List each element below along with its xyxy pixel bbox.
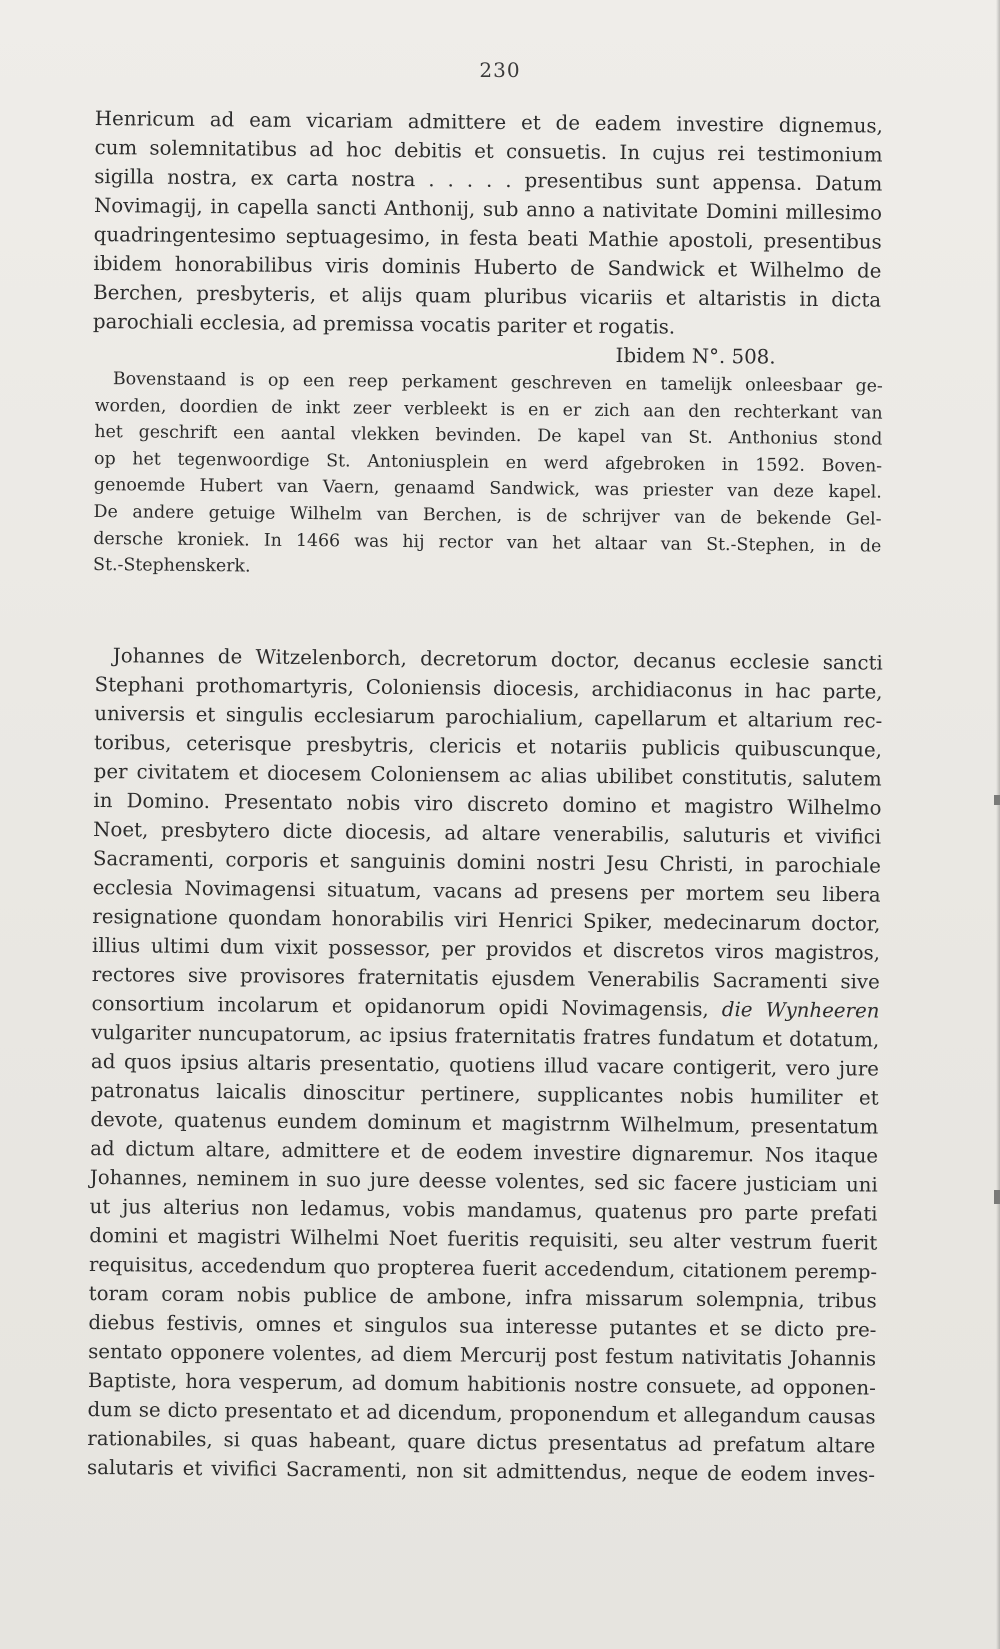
- text-line: domini et magistri Wilhelmi Noet fueritis requisiti, seu alter vestrum fuerit: [89, 1223, 878, 1255]
- page-number: 230: [479, 58, 521, 82]
- text-line: Stephani prothomartyris, Coloniensis diocesis, archidiaconus in hac parte,: [94, 672, 883, 704]
- text-line: Novimagij, in capella sancti Anthonij, sub anno a nativitate Domini millesimo: [93, 193, 883, 225]
- text-line: dersche kroniek. In 1466 was hij rector van het altaar van St.-Stephen, in de: [93, 528, 882, 557]
- text-line: genoemde Hubert van Vaern, genaamd Sandwick, was priester van deze kapel.: [93, 475, 882, 503]
- italic-phrase: die Wynheeren: [721, 998, 880, 1023]
- text-line: requisitus, accedendum quo propterea fuerit accedendum, citationem peremp-: [88, 1252, 878, 1284]
- text-line: Baptiste, hora vesperum, ad domum habitionis nostre consuete, ad opponen-: [87, 1368, 876, 1400]
- text-line: resignatione quondam honorabilis viri Henrici Spiker, medecinarum doctor,: [92, 904, 881, 936]
- text-line: De andere getuige Wilhelm van Berchen, is de schrijver van de bekende Gel-: [93, 501, 882, 530]
- text-line: sigilla nostra, ex carta nostra . . . . . presentibus sunt appensa. Datum: [94, 164, 883, 196]
- text-line: diebus festivis, omnes et singulos sua interesse putantes et se dicto pre-: [88, 1310, 877, 1342]
- text-line: Berchen, presbyteris, et alijs quam pluribus vicariis et altaristis in dicta: [93, 280, 882, 312]
- text-line: ut jus alterius non ledamus, vobis mandamus, quatenus pro parte prefati: [89, 1194, 878, 1226]
- text-fragment: consortium incolarum et opidanorum opidi Novimagensis,: [91, 991, 709, 1021]
- text-line: parochiali ecclesia, ad premissa vocatis pariter et rogatis.: [92, 309, 676, 339]
- text-line: illius ultimi dum vixit possessor, per providos et discretos viros magistros,: [91, 933, 881, 965]
- text-line: Johannes, neminem in suo jure deesse volentes, sed sic facere justiciam uni: [89, 1165, 878, 1197]
- text-line: devote, quatenus eundem dominum et magistrnm Wilhelmum, presentatum: [90, 1107, 879, 1139]
- text-line: ad quos ipsius altaris presentatio, quotiens illud vacare contigerit, vero jure: [90, 1049, 880, 1081]
- text-line: rationabiles, si quas habeant, quare dictus presentatus ad prefatum altare: [87, 1426, 876, 1458]
- latin-charter-ending: [92, 104, 882, 373]
- text-line: Henricum ad eam vicariam admittere et de eadem investire dignemus,: [94, 106, 883, 138]
- text-line: ibidem honorabilibus viris dominis Huberto de Sandwick et Wilhelmo de: [93, 251, 882, 283]
- text-line: St.-Stephenskerk.: [92, 555, 251, 577]
- text-line: op het tegenwoordige St. Antoniusplein en werd afgebroken in 1592. Boven-: [94, 448, 883, 477]
- text-line: Noet, presbytero dicte diocesis, ad altare venerabilis, saluturis et vivifici: [93, 817, 882, 849]
- edge-mark: [994, 795, 1000, 805]
- text-line: toribus, ceterisque presbytris, clericis et notariis publicis quibuscunque,: [93, 730, 883, 762]
- text-line: toram coram nobis publice de ambone, infra missarum solempnia, tribus: [88, 1281, 877, 1313]
- text-line: in Domino. Presentato nobis viro discreto domino et magistro Wilhelmo: [93, 788, 882, 820]
- text-line: quadringentesimo septuagesimo, in festa beati Mathie apostoli, presentibus: [93, 222, 882, 254]
- text-line: cum solemnitatibus ad hoc debitis et consuetis. In cujus rei testimonium: [94, 135, 883, 167]
- text-line: Sacramenti, corporis et sanguinis domini nostri Jesu Christi, in parochiale: [92, 846, 881, 878]
- text-line: ecclesia Novimagensi situatum, vacans ad presens per mortem seu libera: [92, 875, 881, 907]
- text-line: universis et singulis ecclesiarum parochialium, capellarum et altarium rec-: [94, 701, 883, 733]
- text-line: ad dictum altare, admittere et de eodem investire dignaremur. Nos itaque: [90, 1136, 879, 1168]
- dutch-commentary: [93, 366, 883, 586]
- text-line: Bovenstaand is op een reep perkament geschreven en tamelijk onleesbaar ge-: [112, 369, 883, 397]
- archive-reference: Ibidem N°. 508.: [615, 344, 776, 369]
- edge-mark: [994, 1190, 1000, 1204]
- text-line: sentato opponere volentes, ad diem Mercurij post festum nativitatis Johannis: [88, 1339, 877, 1371]
- text-line: patronatus laicalis dinoscitur pertinere, supplicantes nobis humiliter et: [90, 1078, 879, 1110]
- page-edge-shadow: [996, 0, 1000, 1649]
- text-line: vulgariter nuncupatorum, ac ipsius fraternitatis fratres fundatum et dotatum,: [91, 1020, 880, 1052]
- latin-citation-document: [87, 641, 883, 1490]
- text-line: rectores sive provisores fraternitatis ejusdem Venerabilis Sacramenti sive: [91, 962, 880, 994]
- text-line: salutaris et vivifici Sacramenti, non sit admittendus, neque de eodem inves-: [86, 1455, 876, 1487]
- text-line: Johannes de Witzelenborch, decretorum doctor, decanus ecclesie sancti: [112, 644, 883, 675]
- text-line: worden, doordien de inkt zeer verbleekt is en er zich aan den rechterkant van: [94, 395, 883, 424]
- text-line: het geschrift een aantal vlekken bevinden. De kapel van St. Anthonius stond: [94, 422, 883, 450]
- text-line: dum se dicto presentato et ad dicendum, proponendum et allegandum causas: [87, 1397, 876, 1429]
- text-line: per civitatem et diocesem Coloniensem ac alias ubilibet constitutis, salutem: [93, 759, 882, 791]
